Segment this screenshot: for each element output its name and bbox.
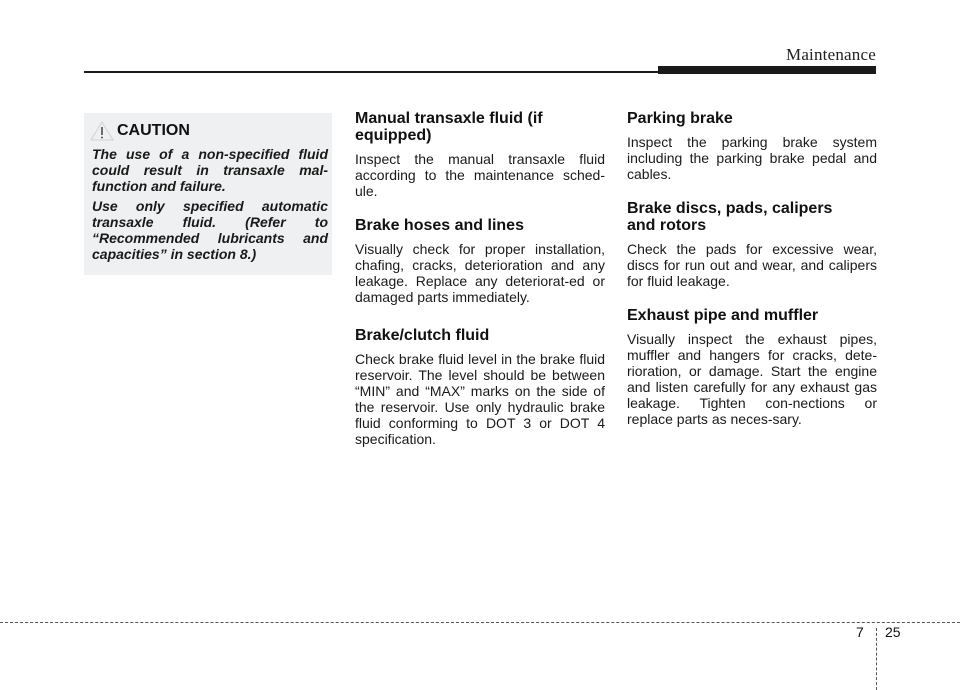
page-number: 25 xyxy=(885,624,901,640)
caution-box xyxy=(84,113,332,275)
section-heading: Parking brake xyxy=(627,110,733,127)
section-heading: Brake discs, pads, calipers and rotors xyxy=(627,200,833,234)
section-heading: Brake hoses and lines xyxy=(355,217,524,234)
content-column-middle xyxy=(355,110,605,465)
warning-triangle-icon xyxy=(90,121,114,141)
caution-heading xyxy=(90,121,190,141)
section-brake-clutch-fluid xyxy=(355,327,605,447)
caution-paragraph: The use of a non-specified fluid could result in transaxle mal-function and failure. xyxy=(92,146,328,194)
footer-page-separator xyxy=(876,628,877,690)
section-brake-hoses xyxy=(355,217,605,305)
content-column-right xyxy=(627,110,877,445)
section-parking-brake xyxy=(627,110,877,182)
caution-paragraph: Use only specified automatic transaxle fluid. (Refer to “Recommended lubricants and capacities” in section 8.) xyxy=(92,198,328,262)
section-body: Check the pads for excessive wear, discs for run out and wear, and calipers for fluid leakage. xyxy=(627,241,877,289)
page-header-title: Maintenance xyxy=(786,45,876,64)
section-body: Inspect the manual transaxle fluid according to the maintenance sched-ule. xyxy=(355,151,605,199)
section-body: Visually inspect the exhaust pipes, muffler and hangers for cracks, dete-rioration, or damage. Start the engine and listen carefully for any exhaust gas leakage. Tighten con-nections or replace parts as neces-sary. xyxy=(627,331,877,427)
section-exhaust-pipe xyxy=(627,307,877,427)
header-rule-bold xyxy=(658,66,876,74)
section-heading: Brake/clutch fluid xyxy=(355,327,490,344)
section-body: Visually check for proper installation, chafing, cracks, deterioration and any leakage. Replace any deteriorat-ed or damaged parts immediately. xyxy=(355,241,605,305)
section-heading: Manual transaxle fluid (if equipped) xyxy=(355,110,543,144)
section-manual-transaxle-fluid xyxy=(355,110,605,199)
section-heading: Exhaust pipe and muffler xyxy=(627,307,819,324)
footer-divider xyxy=(0,622,960,623)
section-body: Inspect the parking brake system including the parking brake pedal and cables. xyxy=(627,134,877,182)
caution-label: CAUTION xyxy=(117,122,190,139)
section-brake-discs xyxy=(627,200,877,289)
chapter-number: 7 xyxy=(856,624,864,640)
section-body: Check brake fluid level in the brake fluid reservoir. The level should be between “MIN” and “MAX” marks on the side of the reservoir. Use only hydraulic brake fluid conforming to DOT 3 or DOT 4 specification. xyxy=(355,351,605,447)
header-rule xyxy=(84,71,660,73)
